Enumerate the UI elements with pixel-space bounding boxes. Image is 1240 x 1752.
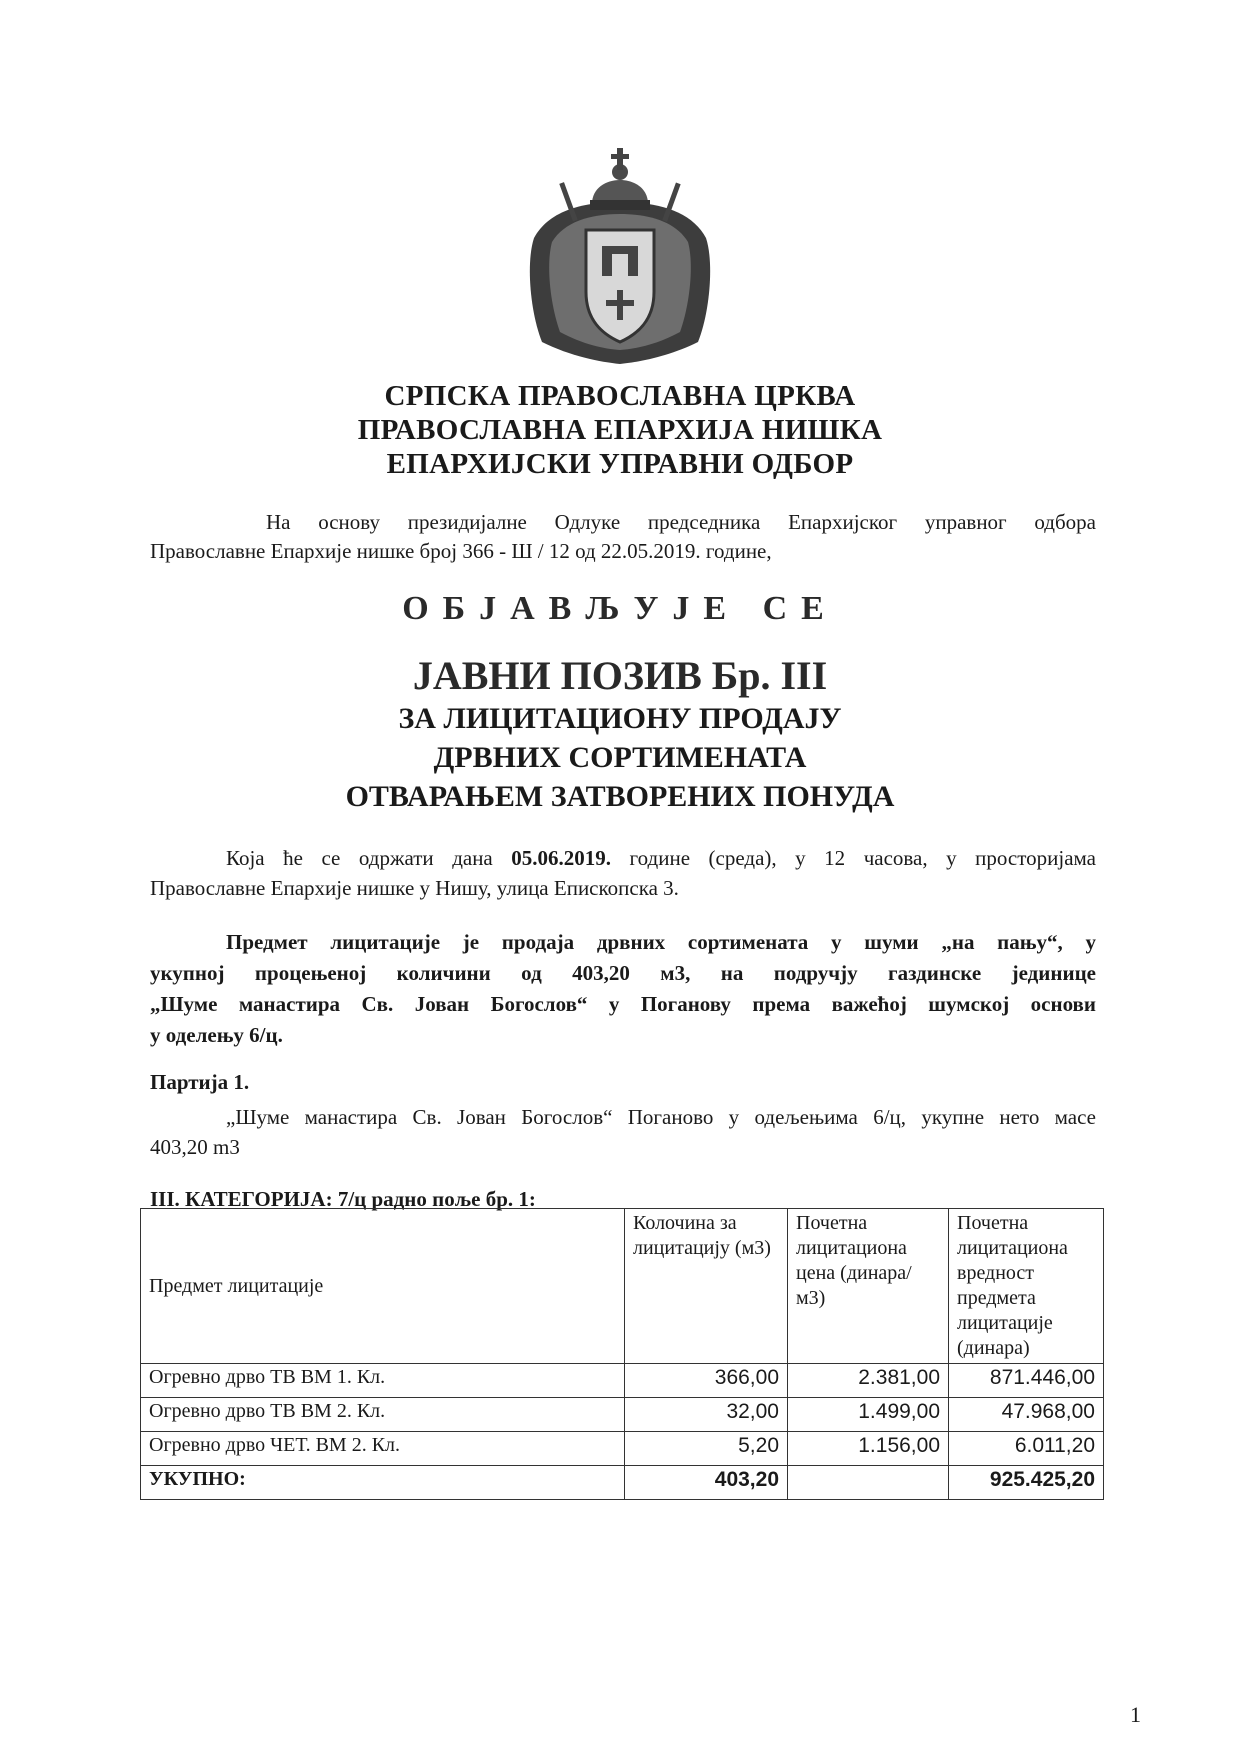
table-total-row	[141, 1466, 1104, 1500]
public-call-title: ЈАВНИ ПОЗИВ Бр. III	[412, 653, 828, 698]
table-row	[141, 1432, 1104, 1466]
legal-basis-line-2: Православне Епархије нишке број 366 - Ш / 12 од 22.05.2019. године,	[150, 539, 772, 563]
party-heading: Партија 1.	[150, 1070, 250, 1094]
total-value: 925.425,20	[949, 1466, 1104, 1500]
org-name-line-2: ПРАВОСЛАВНА ЕПАРХИЈА НИШКА	[357, 414, 883, 446]
total-quantity: 403,20	[625, 1466, 788, 1500]
party-description	[150, 1102, 1096, 1162]
org-name-line-1: СРПСКА ПРАВОСЛАВНА ЦРКВА	[384, 380, 856, 412]
header-value: Почетна лицитациона вредност предмета лицитације (динара)	[949, 1209, 1104, 1364]
row-value: 871.446,00	[949, 1364, 1104, 1398]
coat-of-arms-icon	[520, 142, 720, 370]
total-label: УКУПНО:	[141, 1466, 625, 1500]
row-quantity: 32,00	[625, 1398, 788, 1432]
public-call-subtitle-1: ЗА ЛИЦИТАЦИОНУ ПРОДАЈУ	[398, 702, 842, 735]
header-quantity: Колочина за лицитацију (м3)	[625, 1209, 788, 1364]
row-name: Огревно дрво ТВ ВМ 2. Кл.	[141, 1398, 625, 1432]
row-name: Огревно дрво ЧЕТ. ВМ 2. Кл.	[141, 1432, 625, 1466]
subject-line-2: укупној процењеној количини од 403,20 м3, на подручју газдинске јединице	[150, 961, 1096, 985]
row-quantity: 366,00	[625, 1364, 788, 1398]
subject-line-3: „Шуме манастира Св. Јован Богослов“ у Поганову према важећој шумској основи	[150, 992, 1096, 1016]
public-call-subtitle-3: ОТВАРАЊЕМ ЗАТВОРЕНИХ ПОНУДА	[345, 780, 895, 813]
session-paragraph	[150, 843, 1096, 903]
row-price: 2.381,00	[788, 1364, 949, 1398]
party-line-2: 403,20 m3	[150, 1135, 240, 1159]
subject-line-4: у оделењу 6/ц.	[150, 1023, 283, 1047]
session-line-2: Православне Епархије нишке у Нишу, улица Епископска 3.	[150, 876, 679, 900]
org-name-line-3: ЕПАРХИЈСКИ УПРАВНИ ОДБОР	[386, 448, 854, 480]
party-line-1: „Шуме манастира Св. Јован Богослов“ Поганово у одељењима 6/ц, укупне нето масе	[226, 1105, 1096, 1129]
table-row	[141, 1364, 1104, 1398]
row-quantity: 5,20	[625, 1432, 788, 1466]
session-prefix: Која ће се одржати дана	[226, 846, 512, 870]
row-price: 1.499,00	[788, 1398, 949, 1432]
announcement-heading: ОБЈАВЉУЈЕ СЕ	[402, 590, 838, 627]
legal-basis	[150, 508, 1096, 566]
subject-paragraph	[150, 927, 1096, 1051]
legal-basis-line-1: На основу президијалне Одлуке председника Епархијског управног одбора	[266, 510, 1096, 534]
row-value: 6.011,20	[949, 1432, 1104, 1466]
header-price: Почетна лицитациона цена (динара/м3)	[788, 1209, 949, 1364]
row-price: 1.156,00	[788, 1432, 949, 1466]
table-header-row	[141, 1209, 1104, 1364]
session-date: 05.06.2019.	[511, 846, 612, 870]
header-subject: Предмет лицитације	[141, 1209, 625, 1364]
session-suffix: године (среда), у 12 часова, у просторијама	[611, 846, 1096, 870]
total-price	[788, 1466, 949, 1500]
subject-line-1: Предмет лицитације је продаја дрвних сортимената у шуми „на пању“, у	[226, 930, 1096, 954]
page-number: 1	[1130, 1702, 1141, 1727]
row-value: 47.968,00	[949, 1398, 1104, 1432]
category-heading: III. КАТЕГОРИЈА: 7/ц радно поље бр. 1:	[150, 1187, 536, 1211]
table-row	[141, 1398, 1104, 1432]
session-line-1	[150, 843, 1096, 873]
row-name: Огревно дрво ТВ ВМ 1. Кл.	[141, 1364, 625, 1398]
lots-table	[140, 1208, 1104, 1500]
public-call-subtitle-2: ДРВНИХ СОРТИМЕНАТА	[433, 741, 807, 774]
